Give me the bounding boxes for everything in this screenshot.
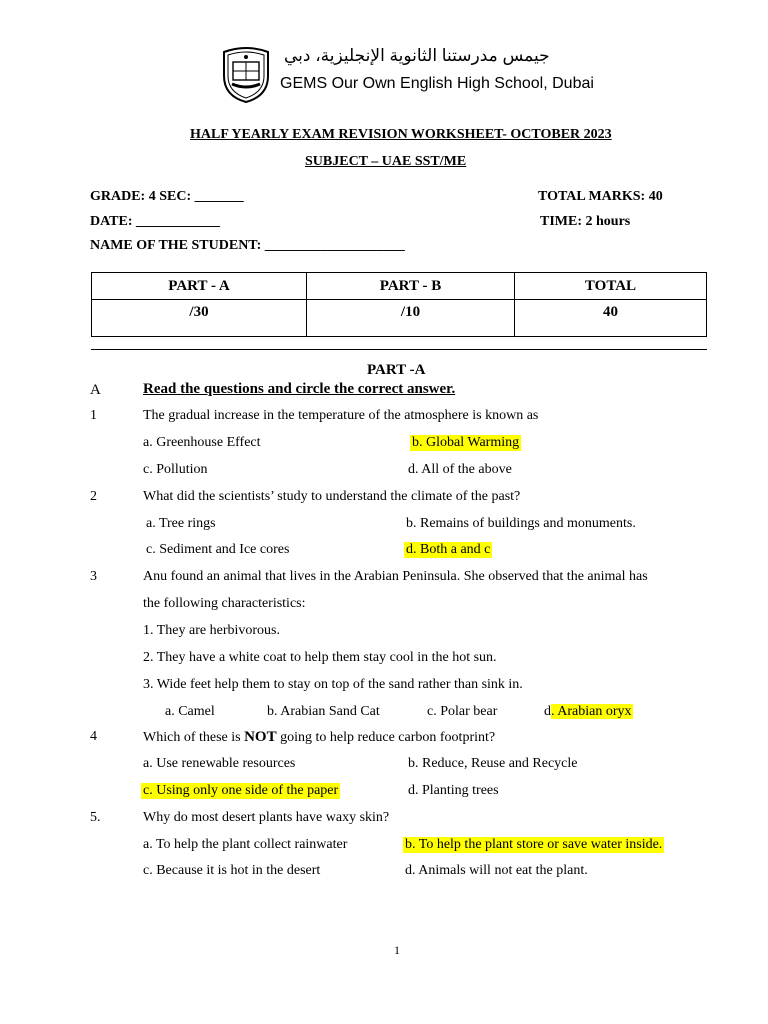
school-name-arabic: جيمس مدرستنا الثانوية الإنجليزية، دبي (284, 46, 550, 65)
option-b: b. Arabian Sand Cat (267, 704, 380, 719)
option-d: d. Animals will not eat the plant. (405, 863, 588, 878)
school-name: GEMS Our Own English High School, Dubai (280, 75, 594, 92)
question-number: 2 (90, 489, 97, 504)
characteristic-3: 3. Wide feet help them to stay on top of the sand rather than sink in. (143, 677, 523, 692)
option-c: c. Because it is hot in the desert (143, 863, 321, 878)
student-name-field: NAME OF THE STUDENT: ____________________ (90, 238, 405, 253)
option-d-highlighted: d. Both a and c (406, 542, 491, 557)
question-number: 5. (90, 810, 101, 825)
section-instruction: Read the questions and circle the correct answer. (143, 381, 456, 397)
marks-value-total: 40 (515, 300, 707, 337)
page-number: 1 (394, 943, 400, 957)
part-a-heading: PART -A (367, 362, 426, 378)
worksheet-title: HALF YEARLY EXAM REVISION WORKSHEET- OCTOBER 2023 (190, 127, 612, 142)
option-a: a. Tree rings (146, 516, 216, 531)
question-text-cont: the following characteristics: (143, 596, 306, 611)
question-number: 4 (90, 729, 97, 744)
option-a: a. Use renewable resources (143, 756, 296, 771)
question-text-start: Which of these is (143, 730, 245, 745)
option-c: c. Pollution (143, 462, 208, 477)
question-number: 1 (90, 408, 97, 423)
option-c: c. Polar bear (427, 704, 498, 719)
time-allowed: TIME: 2 hours (540, 214, 631, 229)
characteristic-1: 1. They are herbivorous. (143, 623, 280, 638)
question-number: 3 (90, 569, 97, 584)
option-b: b. Remains of buildings and monuments. (406, 516, 636, 531)
option-d: d. Planting trees (408, 783, 499, 798)
option-d (544, 704, 633, 720)
question-text-emphasis: NOT (244, 729, 277, 745)
question-text: Anu found an animal that lives in the Arabian Peninsula. She observed that the animal has (143, 569, 648, 584)
option-d: d. All of the above (408, 462, 512, 477)
question-text: What did the scientists’ study to understand the climate of the past? (143, 489, 521, 504)
option-a: a. Greenhouse Effect (143, 435, 261, 450)
question-text: The gradual increase in the temperature of the atmosphere is known as (143, 408, 539, 423)
question-text (143, 729, 495, 746)
marks-value-part-a: /30 (92, 300, 307, 337)
option-d-letter: d (544, 704, 551, 719)
subject-line: SUBJECT – UAE SST/ME (305, 154, 467, 169)
marks-table (91, 272, 707, 337)
school-crest-logo (218, 46, 274, 104)
option-b-highlighted: b. Global Warming (412, 435, 520, 450)
option-d-highlighted: . Arabian oryx (551, 704, 632, 719)
option-b: b. Reduce, Reuse and Recycle (408, 756, 578, 771)
marks-header-total: TOTAL (515, 273, 707, 300)
grade-field: GRADE: 4 SEC: _______ (90, 189, 244, 204)
marks-value-part-b: /10 (307, 300, 515, 337)
marks-header-part-b: PART - B (307, 273, 515, 300)
total-marks: TOTAL MARKS: 40 (538, 189, 663, 204)
question-text-end: going to help reduce carbon footprint? (276, 730, 496, 745)
section-letter: A (90, 382, 101, 398)
characteristic-2: 2. They have a white coat to help them stay cool in the hot sun. (143, 650, 497, 665)
option-c-highlighted: c. Using only one side of the paper (143, 783, 339, 798)
divider-line (91, 349, 707, 350)
date-field: DATE: ____________ (90, 214, 221, 229)
marks-header-part-a: PART - A (92, 273, 307, 300)
question-text: Why do most desert plants have waxy skin? (143, 810, 390, 825)
option-a: a. Camel (165, 704, 215, 719)
option-c: c. Sediment and Ice cores (146, 542, 290, 557)
option-a: a. To help the plant collect rainwater (143, 837, 348, 852)
option-b-highlighted: b. To help the plant store or save water inside. (405, 837, 663, 852)
